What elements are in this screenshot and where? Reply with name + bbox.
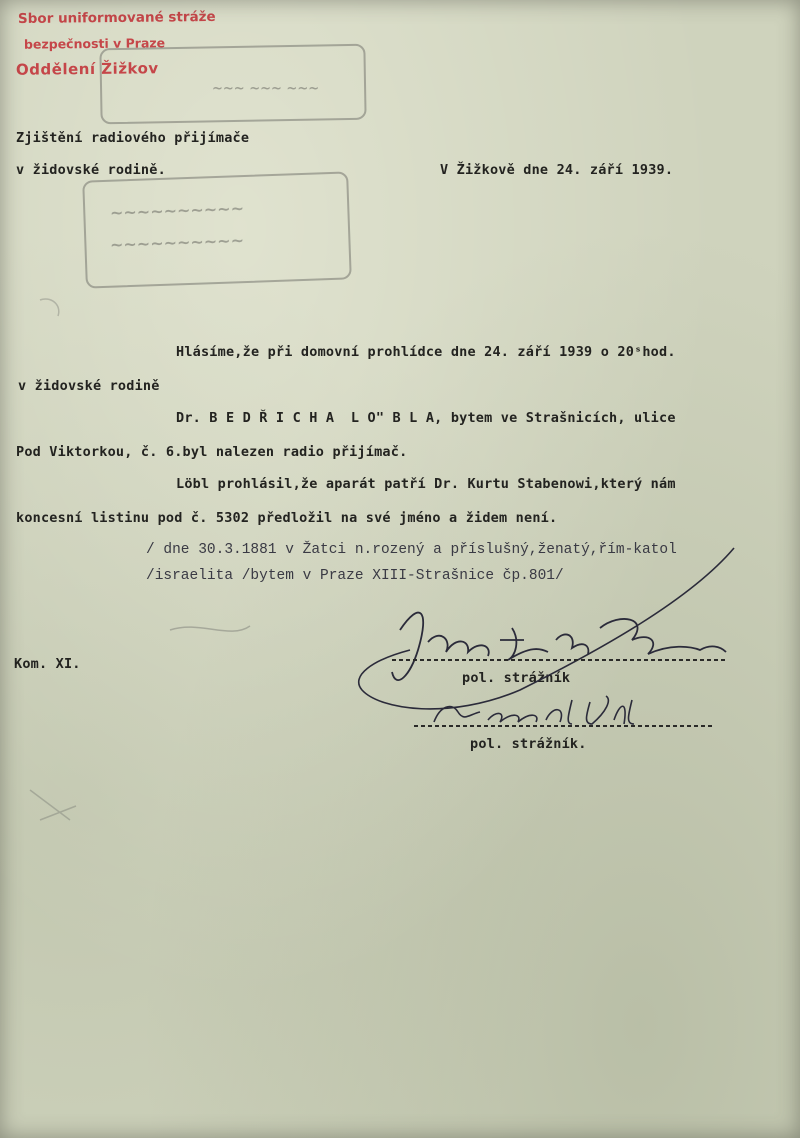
pencil-mark-3 — [40, 299, 59, 316]
place-date: V Žižkově dne 24. září 1939. — [440, 162, 674, 178]
subject-line-1: Zjištění radiového přijímače — [16, 130, 250, 146]
body-line-2: v židovské rodině — [18, 378, 160, 394]
gray-stamp-mark-1: ~~~ ~~~ ~~~ — [212, 80, 320, 95]
insert-line-1: / dne 30.3.1881 v Žatci n.rozený a příslušný,ženatý,řím-katol — [146, 542, 677, 558]
subject-line-2: v židovské rodině. — [16, 162, 166, 178]
signature-2 — [434, 696, 634, 724]
red-stamp-line-2: bezpečnosti v Praze — [23, 35, 166, 52]
body-line-5: Löbl prohlásil,že aparát patří Dr. Kurtu Stabenowi,který nám — [176, 476, 676, 492]
body-line-6: koncesní listinu pod č. 5302 předložil na své jméno a židem není. — [16, 510, 558, 526]
red-stamp-line-3: Oddělení Žižkov — [15, 59, 159, 79]
pencil-mark-2 — [30, 790, 76, 820]
red-stamp-line-1: Sbor uniformované stráže — [17, 8, 216, 28]
body-line-1: Hlásíme,že při domovní prohlídce dne 24. září 1939 o 20ˢhod. — [176, 344, 676, 360]
pencil-mark-1 — [170, 626, 250, 631]
department-label: Kom. XI. — [14, 656, 81, 672]
gray-stamp-mark-2: ~~~~~~~~~~ — [109, 199, 245, 224]
body-line-3: Dr. B E D Ř I C H A L O" B L A, bytem ve Strašnicích, ulice — [176, 410, 676, 426]
pen-stroke-long — [359, 548, 734, 709]
insert-line-2: /israelita /bytem v Praze XIII-Strašnice čp.801/ — [146, 568, 564, 584]
signer-1-title: pol. strážník — [462, 670, 571, 686]
signer-2-title: pol. strážník. — [470, 736, 587, 752]
gray-stamp-mark-3: ~~~~~~~~~~ — [109, 231, 245, 256]
body-line-4: Pod Viktorkou, č. 6.byl nalezen radio přijímač. — [16, 444, 408, 460]
